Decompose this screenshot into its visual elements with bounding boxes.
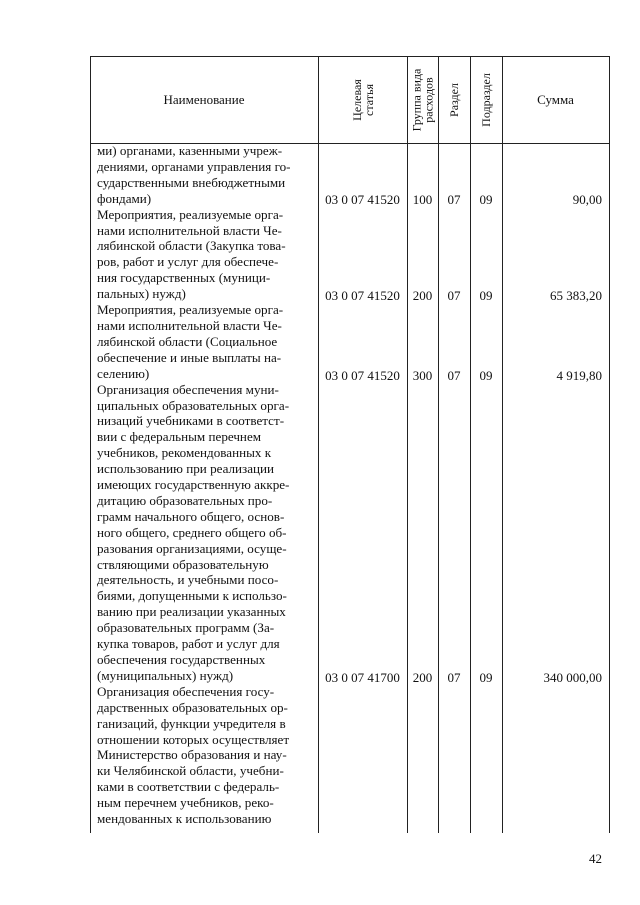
row-3-name-line: деятельность, и учебными посо- (97, 572, 279, 588)
page-number: 42 (589, 851, 602, 866)
row-1-name-line: лябинской области (Закупка това- (97, 238, 286, 254)
row-3-name-line: грамм начального общего, основ- (97, 508, 285, 524)
row-4-name-line: ками в соответствии с федераль- (97, 779, 280, 795)
row-3-group: 200 (412, 670, 433, 685)
header-subsection: Подраздел (479, 72, 494, 127)
header-name: Наименование (163, 91, 245, 107)
name-column (97, 143, 310, 827)
row-3-name-line: ванию при реализации указанных (97, 604, 286, 620)
row-3-name-line: обеспечения государственных (97, 652, 266, 667)
row-2-name-line: Мероприятия, реализуемые орга- (97, 302, 284, 318)
row-3-name-line: образовательных программ (За- (97, 620, 275, 636)
row-3-code: 03 0 07 41700 (325, 670, 400, 685)
row-0-code: 03 0 07 41520 (325, 192, 400, 207)
row-2-section: 07 (447, 368, 461, 383)
col-border-left (90, 56, 91, 833)
row-1-sum: 65 383,20 (550, 288, 602, 303)
row-3-name-line: учебников, рекомендованных к (97, 445, 272, 461)
row-4-name (97, 684, 310, 827)
row-2-name-line: селению) (97, 365, 150, 381)
row-4-name-line: отношении которых осуществляет (97, 731, 290, 747)
row-0-name (97, 143, 310, 207)
row-0-name-line: ми) органами, казенными учреж- (97, 143, 283, 158)
col-border-right (609, 56, 610, 833)
row-4-name-line: ганизаций, функции учредителя в (97, 715, 286, 731)
row-3-name-line: ципальных образовательных орга- (97, 397, 290, 413)
row-3-sum: 340 000,00 (543, 670, 602, 685)
row-0-name-line: дениями, органами управления го- (97, 158, 291, 174)
row-3-name-line: биями, допущенными к использо- (97, 588, 287, 604)
row-4-name-line: Организация обеспечения госу- (97, 683, 275, 699)
row-3-name-line: купка товаров, работ и услуг для (97, 636, 280, 652)
row-3-name-line: низаций учебниками в соответст- (97, 413, 285, 429)
row-0-name-line: фондами) (97, 190, 152, 206)
row-4-name-line: дарственных образовательных ор- (97, 699, 288, 715)
row-3-name (97, 382, 310, 684)
row-0-section: 07 (447, 192, 461, 207)
row-4-name-line: мендованных к использованию (97, 811, 272, 827)
row-1-subsection: 09 (479, 288, 493, 303)
row-1-name (97, 207, 310, 302)
row-1-name-line: пальных) нужд) (97, 286, 186, 302)
row-3-name-line: вии с федеральным перечнем (97, 429, 262, 445)
row-2-group: 300 (412, 368, 433, 383)
row-0-name-line: сударственными внебюджетными (97, 174, 286, 190)
row-1-name-line: ния государственных (муници- (97, 270, 271, 286)
row-1-group: 200 (412, 288, 433, 303)
row-1-section: 07 (447, 288, 461, 303)
row-3-name-line: ного общего, среднего общего об- (97, 524, 287, 540)
row-3-name-line: Организация обеспечения муни- (97, 381, 279, 397)
row-1-code: 03 0 07 41520 (325, 288, 400, 303)
row-2-subsection: 09 (479, 368, 493, 383)
header-target-article: Целевая статья (349, 78, 376, 121)
row-4-name-line: ным перечнем учебников, реко- (97, 795, 274, 811)
col-border-subsection (502, 56, 503, 833)
col-border-code (407, 56, 408, 833)
row-3-section: 07 (447, 670, 461, 685)
row-2-name-line: лябинской области (Социальное (97, 333, 278, 349)
row-4-name-line: Министерство образования и нау- (97, 747, 287, 763)
col-border-name (318, 56, 319, 833)
row-2-name-line: нами исполнительной власти Че- (97, 317, 282, 333)
row-2-name-line: обеспечение и иные выплаты на- (97, 349, 282, 365)
row-1-name-line: нами исполнительной власти Че- (97, 222, 282, 238)
row-2-name (97, 302, 310, 382)
col-border-section (470, 56, 471, 833)
header-sum: Сумма (537, 91, 574, 107)
row-3-name-line: разования организациями, осуще- (97, 540, 287, 556)
row-0-subsection: 09 (479, 192, 493, 207)
row-4-name-line: ки Челябинской области, учебни- (97, 763, 284, 779)
header-section: Раздел (447, 82, 462, 117)
budget-table (90, 56, 610, 833)
row-3-name-line: (муниципальных) нужд) (97, 667, 234, 683)
row-3-name-line: дитацию образовательных про- (97, 492, 273, 508)
row-0-group: 100 (412, 192, 433, 207)
header-expense-group: Группа вида расходов (409, 68, 436, 131)
row-2-code: 03 0 07 41520 (325, 368, 400, 383)
row-3-name-line: ствляющими образовательную (97, 556, 269, 572)
row-0-sum: 90,00 (572, 192, 602, 207)
row-2-sum: 4 919,80 (556, 368, 602, 383)
row-3-subsection: 09 (479, 670, 493, 685)
row-1-name-line: ров, работ и услуг для обеспече- (97, 254, 279, 270)
row-3-name-line: имеющих государственную аккре- (97, 477, 290, 493)
col-border-group (438, 56, 439, 833)
row-3-name-line: использованию при реализации (97, 461, 275, 477)
row-1-name-line: Мероприятия, реализуемые орга- (97, 206, 284, 222)
